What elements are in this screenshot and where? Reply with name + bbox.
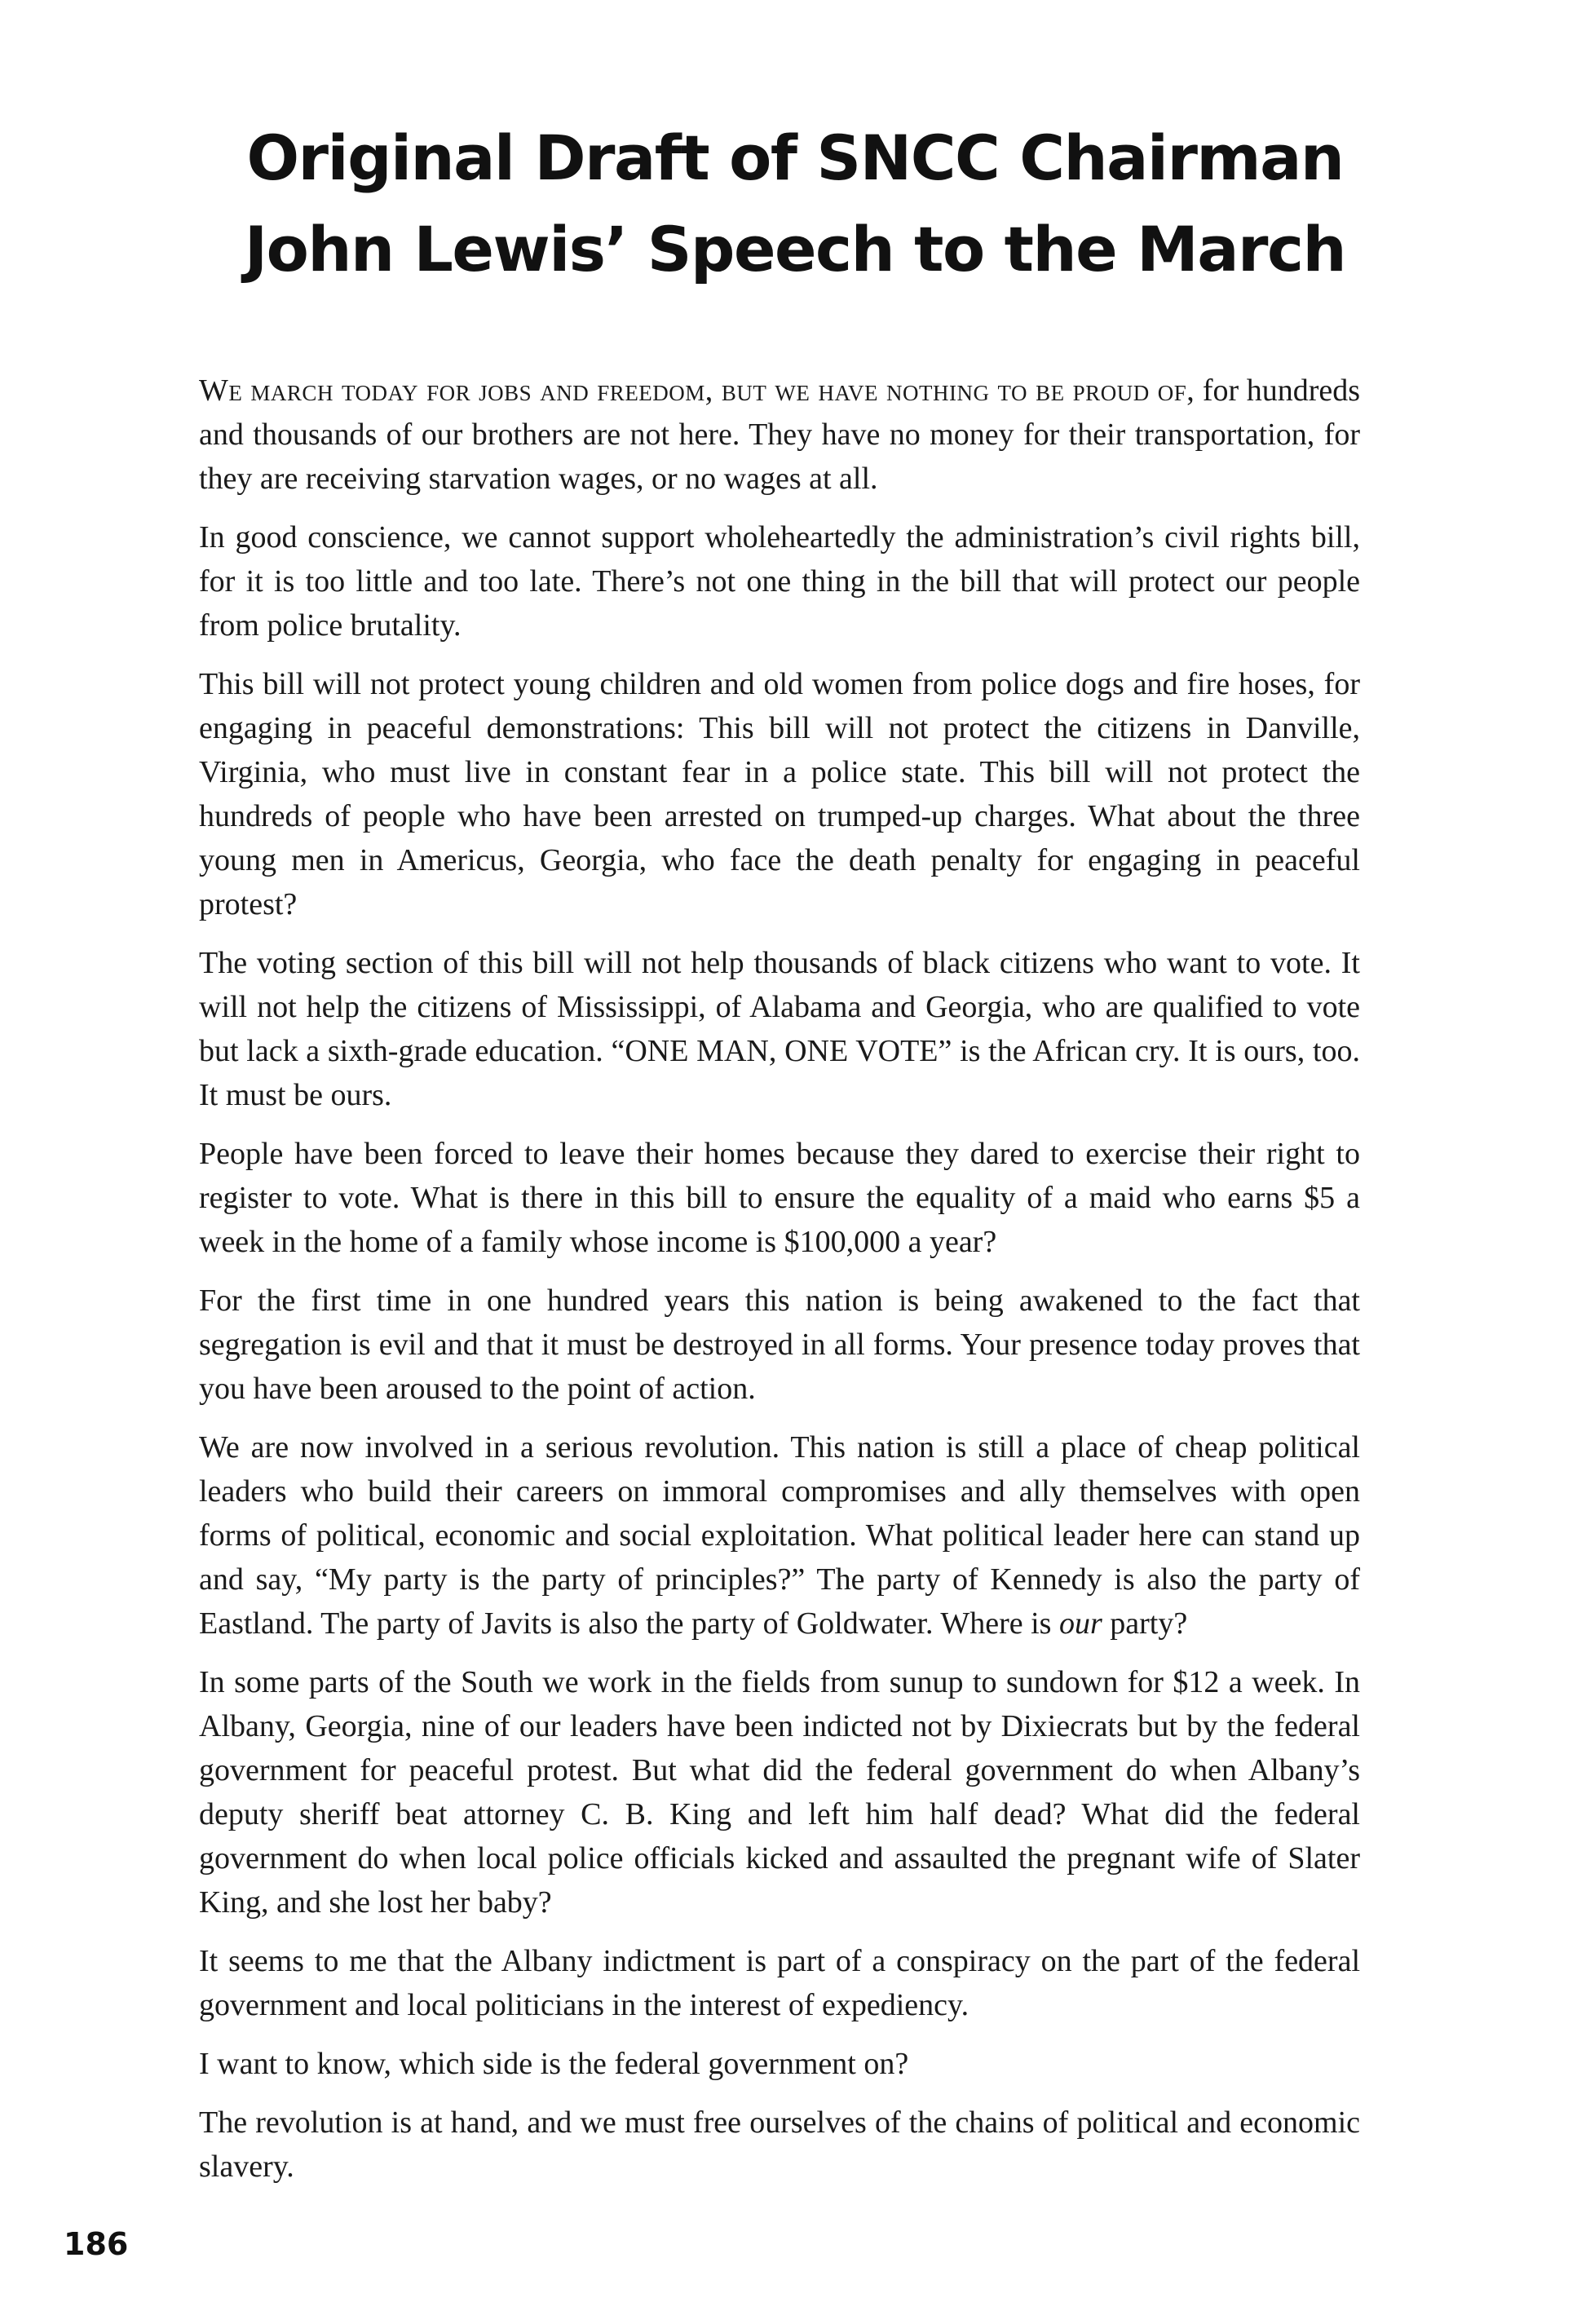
paragraph-10: I want to know, which side is the federal government on?	[199, 2047, 909, 2081]
paragraph-8: In some parts of the South we work in the fields from sunup to sundown for $12 a week. In Albany, Georgia, nine of our leaders have been indicted not by Dixiecrats but by the federal government for peaceful protest. But what did the federal government do when Albany’s deputy sheriff beat attorney C. B. King and left him half dead? What did the federal government do when local police officials kicked and assaulted the pregnant wife of Slater King, and she lost her baby?	[199, 1665, 1360, 1920]
speech-body	[199, 369, 1360, 2203]
paragraph-3: This bill will not protect young children and old women from police dogs and fire hoses, for engaging in peaceful demonstrations: This bill will not protect the citizens in Danville, Virginia, who must live in constant fear in a police state. This bill will not protect the hundreds of people who have been arrested on trumped-up charges. What about the three young men in Americus, Georgia, who face the death penalty for engaging in peaceful protest?	[199, 667, 1360, 921]
page-title	[0, 113, 1590, 295]
page-number: 186	[64, 2226, 129, 2262]
paragraph-1-text: for hundreds and thousands of our brothers are not here. They have no money for their transportation, for they are receiving starvation wages, or no wages at all.	[199, 373, 1360, 496]
paragraph-7-emphasis: our	[1058, 1606, 1102, 1641]
title-line-2: John Lewis’ Speech to the March	[244, 213, 1346, 285]
paragraph-2: In good conscience, we cannot support wholeheartedly the administration’s civil rights bill, for it is too little and too late. There’s not one thing in the bill that will protect our people from police brutality.	[199, 520, 1360, 643]
paragraph-11: The revolution is at hand, and we must free ourselves of the chains of political and economic slavery.	[199, 2105, 1360, 2184]
paragraph-9: It seems to me that the Albany indictment is part of a conspiracy on the part of the federal government and local politicians in the interest of expediency.	[199, 1944, 1360, 2022]
paragraph-6: For the first time in one hundred years this nation is being awakened to the fact that segregation is evil and that it must be destroyed in all forms. Your presence today proves that you have been aroused to the point of action.	[199, 1284, 1360, 1406]
paragraph-4: The voting section of this bill will not help thousands of black citizens who want to vote. It will not help the citizens of Mississippi, of Alabama and Georgia, who are qualified to vote but lack a sixth-grade education. “ONE MAN, ONE VOTE” is the African cry. It is ours, too. It must be ours.	[199, 946, 1360, 1112]
paragraph-7	[199, 1425, 1360, 1646]
paragraph-1	[199, 369, 1360, 501]
title-line-1: Original Draft of SNCC Chairman	[246, 122, 1344, 194]
paragraph-lead-in: We march today for jobs and freedom, but we have nothing to be proud of,	[199, 373, 1195, 408]
paragraph-5: People have been forced to leave their homes because they dared to exercise their right to register to vote. What is there in this bill to ensure the equality of a maid who earns $5 a week in the home of a family whose income is $100,000 a year?	[199, 1137, 1360, 1259]
paragraph-7-text-after: party?	[1102, 1606, 1188, 1641]
paragraph-7-text-before: We are now involved in a serious revolution. This nation is still a place of cheap political leaders who build their careers on immoral compromises and ally themselves with open forms of political, economic and social exploitation. What political leader here can stand up and say, “My party is the party of principles?” The party of Kennedy is also the party of Eastland. The party of Javits is also the party of Goldwater. Where is	[199, 1430, 1360, 1641]
